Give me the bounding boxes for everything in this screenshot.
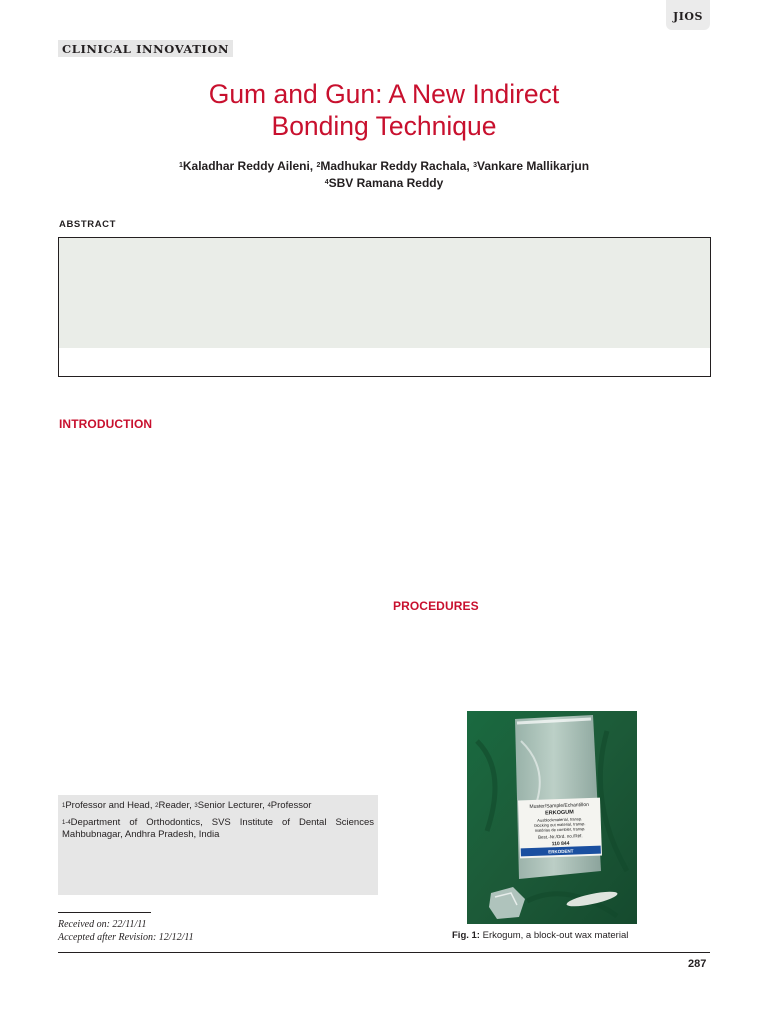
procedures-heading: PROCEDURES xyxy=(393,599,479,613)
affil-sup: 4 xyxy=(267,803,271,809)
label-line: ERKOGUM xyxy=(545,809,574,817)
author-line-2 xyxy=(0,175,768,192)
affil-sup: 1 xyxy=(62,803,66,809)
page-number: 287 xyxy=(688,958,707,970)
author-list xyxy=(0,158,768,192)
affil-role: Senior Lecturer, xyxy=(197,800,268,811)
author-name: SBV Ramana Reddy xyxy=(328,176,444,190)
abstract-box xyxy=(58,237,711,377)
brand-name: ERKODENT xyxy=(548,848,574,855)
abstract-shade xyxy=(59,238,710,348)
article-dates xyxy=(58,918,194,944)
title-line-1: Gum and Gun: A New Indirect xyxy=(208,79,560,109)
received-date: Received on: 22/11/11 xyxy=(58,919,147,930)
section-tag: CLINICAL INNOVATION xyxy=(58,40,233,57)
label-line: matériau de combler, transp. xyxy=(534,826,586,833)
affiliations-box xyxy=(58,795,378,895)
label-line: 110 844 xyxy=(551,840,570,848)
author-sup: 4 xyxy=(324,179,329,186)
accepted-date: Accepted after Revision: 12/12/11 xyxy=(58,932,194,943)
label-line: blocking out material, transp. xyxy=(534,821,586,828)
label-line: Muster/Sample/Echantillon xyxy=(529,801,590,811)
affil-sup: 3 xyxy=(194,803,198,809)
introduction-heading: INTRODUCTION xyxy=(59,417,153,431)
affil-sup: 2 xyxy=(155,803,159,809)
author-sup: 1 xyxy=(178,162,183,169)
affiliation-roles xyxy=(62,800,374,813)
author-name: Vankare Mallikarjun xyxy=(476,159,590,173)
author-name: Madhukar Reddy Rachala, xyxy=(320,159,474,173)
label-line: Best.-Nr./Ord. no./Réf. xyxy=(537,833,583,840)
author-line-1 xyxy=(0,158,768,175)
dates-rule xyxy=(58,912,151,913)
author-sup: 3 xyxy=(473,162,477,169)
affil-role: Professor and Head, xyxy=(65,800,156,811)
author-name: Kaladhar Reddy Aileni, xyxy=(182,159,317,173)
abstract-label: ABSTRACT xyxy=(59,219,117,230)
caption-text: Erkogum, a block-out wax material xyxy=(479,930,629,941)
affil-sup: 1-4 xyxy=(62,819,71,826)
author-sup: 2 xyxy=(316,162,321,169)
figure-1-photo xyxy=(467,711,637,924)
affiliation-department xyxy=(62,817,374,830)
affil-role: Reader, xyxy=(158,800,195,811)
figure-1-caption xyxy=(452,930,628,941)
footer-rule xyxy=(58,952,710,953)
caption-label: Fig. 1: xyxy=(452,930,480,941)
erkogum-photo xyxy=(467,711,637,924)
label-line: Ausblockmaterial, transp. xyxy=(537,816,583,823)
journal-tab: JIOS xyxy=(666,0,710,30)
title-line-2: Bonding Technique xyxy=(271,111,497,141)
article-title xyxy=(0,78,768,142)
affil-role: Professor xyxy=(270,800,312,811)
affiliation-location: Mahbubnagar, Andhra Pradesh, India xyxy=(62,829,220,840)
affil-dept: Department of Orthodontics, SVS Institute of Dental Sciences xyxy=(70,816,374,828)
